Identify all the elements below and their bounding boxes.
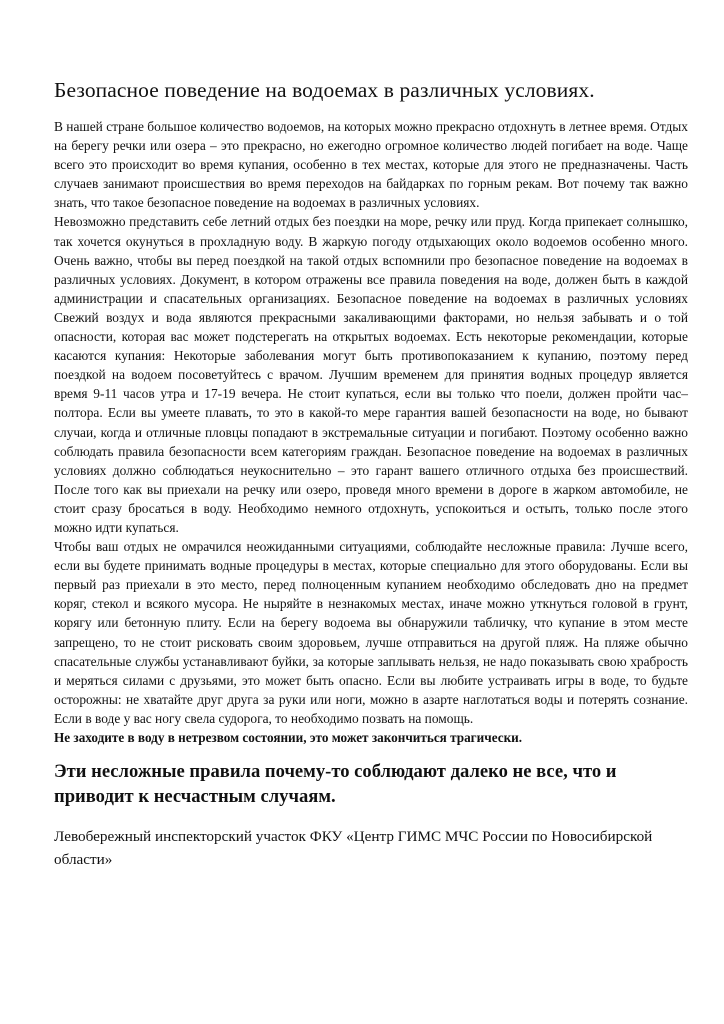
warning-text: Не заходите в воду в нетрезвом состоянии, это может закончиться трагически. xyxy=(54,730,523,745)
signature: Левобережный инспекторский участок ФКУ «Центр ГИМС МЧС России по Новосибирской области» xyxy=(54,828,653,868)
paragraph-recommendations: Невозможно представить себе летний отдых без поездки на море, речку или пруд. Когда припекает солнышко, так хочется окунуться в прохладную воду. В жаркую погоду отдыхающих около водоемов особенно много. Очень важно, чтобы вы перед поездкой на такой отдых вспомнили про безопасное поведение на водоемах в различных условиях. Документ, в котором отражены все правила поведения на воде, должен быть в каждой администрации и спасательных организациях. Безопасное поведение на водоемах в различных условиях Свежий воздух и вода являются прекрасными закаливающими факторами, но нельзя забывать и о той опасности, которая вас может подстерегать на открытых водоемах. Есть некоторые рекомендации, которые касаются купания: Некоторые заболевания могут быть противопоказанием к купанию, поэтому перед поездкой на водоем посоветуйтесь с врачом. Лучшим временем для принятия водных процедур является время 9-11 часов утра и 17-19 вечера. Не стоит купаться, если вы только что поели, должен пройти час–полтора. Если вы умеете плавать, то это в какой-то мере гарантия вашей безопасности на воде, но бывают случаи, когда и отличные пловцы попадают в экстремальные ситуации и погибают. Поэтому особенно важно соблюдать правила безопасности всем категориям граждан. Безопасное поведение на водоемах в различных условиях должно соблюдаться неукоснительно – это гарант вашего отличного отдыха без происшествий. После того как вы приехали на речку или озеро, проведя много времени в дороге в жарком автомобиле, не стоит сразу бросаться в воду. Необходимо немного отдохнуть, успокоиться и остыть, только после этого можно идти купаться. xyxy=(54,214,688,535)
document-page xyxy=(54,78,688,871)
document-title: Безопасное поведение на водоемах в различных условиях. xyxy=(54,78,595,102)
subheading: Эти несложные правила почему-то соблюдают далеко не все, что и приводит к несчастным случаям. xyxy=(54,761,617,807)
paragraph-rules: Чтобы ваш отдых не омрачился неожиданными ситуациями, соблюдайте несложные правила: Лучше всего, если вы будете принимать водные процедуры в местах, которые специально для этого оборудованы. Если вы первый раз приехали в это место, перед полноценным купанием необходимо обследовать дно на предмет коряг, стекол и всякого мусора. Не ныряйте в незнакомых местах, иначе можно уткнуться головой в грунт, корягу или бетонную плиту. Если на берегу водоема вы обнаружили табличку, что купание в этом месте запрещено, то не стоит рисковать своим здоровьем, лучше отправиться на другой пляж. На пляже обычно спасательные службы устанавливают буйки, за которые заплывать нельзя, не надо показывать свою храбрость и меряться силами с друзьями, это может быть опасно. Если вы любите устраивать игры в воде, то будьте осторожны: не хватайте друг друга за руки или ноги, можно в азарте наглотаться воды и потерять сознание. Если в воде у вас ногу свела судорога, то необходимо позвать на помощь. xyxy=(54,539,688,726)
document-body xyxy=(54,117,688,747)
paragraph-intro: В нашей стране большое количество водоемов, на которых можно прекрасно отдохнуть в летнее время. Отдых на берегу речки или озера – это прекрасно, но ежегодно огромное количество людей погибает на воде. Чаще всего это происходит во время купания, особенно в тех местах, которые для этого не предназначены. Часть случаев занимают происшествия во время переходов на байдарках по горным рекам. Вот почему так важно знать, что такое безопасное поведение на водоемах в различных условиях. xyxy=(54,119,688,211)
